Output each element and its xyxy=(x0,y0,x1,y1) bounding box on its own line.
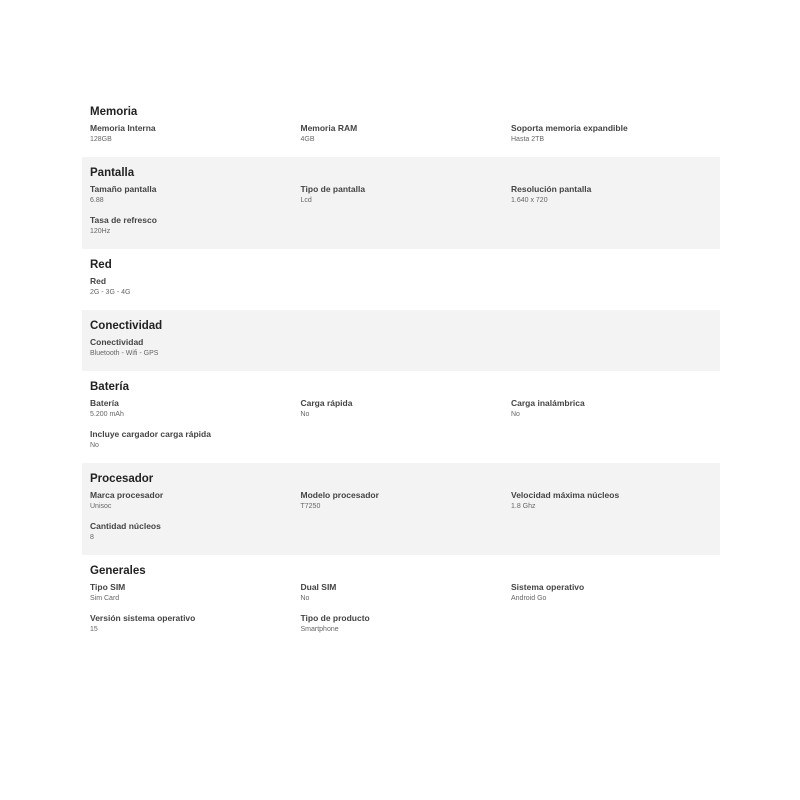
spec-item xyxy=(511,489,711,520)
spec-item xyxy=(511,183,711,214)
section-conectividad xyxy=(82,310,720,371)
spec-value: 15 xyxy=(90,626,98,633)
spec-value: No xyxy=(90,442,99,449)
spec-label: Cantidad núcleos xyxy=(90,521,161,531)
section-title: Red xyxy=(90,259,112,271)
specifications-list xyxy=(82,96,720,647)
spec-value: 120Hz xyxy=(90,228,111,235)
spec-value: Lcd xyxy=(300,197,312,204)
spec-item xyxy=(90,122,301,153)
spec-value: Sim Card xyxy=(90,595,120,602)
spec-value: Unisoc xyxy=(90,503,112,510)
section-title: Procesador xyxy=(90,473,154,485)
spec-label: Versión sistema operativo xyxy=(90,613,196,623)
spec-value: No xyxy=(300,595,310,602)
spec-label: Velocidad máxima núcleos xyxy=(511,490,620,500)
section-title: Pantalla xyxy=(90,167,135,179)
spec-label: Tipo de producto xyxy=(300,613,370,623)
spec-item xyxy=(90,612,301,643)
spec-value: 1.8 Ghz xyxy=(511,503,536,510)
spec-item xyxy=(90,581,301,612)
spec-item xyxy=(511,397,711,428)
spec-label: Tipo SIM xyxy=(90,582,126,592)
spec-value: 2G - 3G - 4G xyxy=(90,289,131,296)
spec-item xyxy=(90,397,301,428)
spec-item xyxy=(90,214,301,245)
spec-item xyxy=(90,520,301,551)
spec-item xyxy=(301,612,512,643)
spec-label: Batería xyxy=(90,398,119,408)
spec-label: Tamaño pantalla xyxy=(90,184,157,194)
spec-label: Dual SIM xyxy=(300,582,337,592)
spec-value: T7250 xyxy=(300,503,321,510)
spec-value: 8 xyxy=(90,534,94,541)
spec-label: Carga inalámbrica xyxy=(511,398,585,408)
spec-value: No xyxy=(300,411,310,418)
spec-label: Marca procesador xyxy=(90,490,164,500)
spec-value: Hasta 2TB xyxy=(511,136,545,143)
spec-value: 6.88 xyxy=(90,197,104,204)
spec-value: 4GB xyxy=(300,136,315,143)
spec-value: 128GB xyxy=(90,136,112,143)
spec-item xyxy=(301,122,512,153)
section-title: Batería xyxy=(90,381,129,393)
spec-item xyxy=(301,183,512,214)
spec-label: Tasa de refresco xyxy=(90,215,157,225)
spec-item xyxy=(511,122,711,153)
section-title: Generales xyxy=(90,565,146,577)
spec-value: No xyxy=(511,411,520,418)
spec-label: Sistema operativo xyxy=(511,582,585,592)
spec-label: Tipo de pantalla xyxy=(300,184,366,194)
spec-label: Soporta memoria expandible xyxy=(511,123,628,133)
spec-item xyxy=(301,397,512,428)
spec-label: Modelo procesador xyxy=(300,490,379,500)
spec-item xyxy=(90,489,301,520)
spec-item xyxy=(90,183,301,214)
spec-value: Bluetooth - Wifi - GPS xyxy=(90,350,159,357)
section-memoria xyxy=(82,96,720,157)
section-bateria xyxy=(82,371,720,463)
section-title: Memoria xyxy=(90,106,138,118)
spec-value: Android Go xyxy=(511,595,547,602)
spec-label: Conectividad xyxy=(90,337,144,347)
spec-label: Memoria RAM xyxy=(300,123,358,133)
section-generales xyxy=(82,555,720,647)
section-red xyxy=(82,249,720,310)
spec-value: 5.200 mAh xyxy=(90,411,124,418)
spec-item xyxy=(90,428,301,459)
section-pantalla xyxy=(82,157,720,249)
spec-value: 1.640 x 720 xyxy=(511,197,548,204)
spec-item xyxy=(511,581,711,612)
spec-label: Red xyxy=(90,276,107,286)
spec-label: Resolución pantalla xyxy=(511,184,592,194)
spec-item xyxy=(301,581,512,612)
spec-value: Smartphone xyxy=(300,626,339,633)
spec-item xyxy=(90,336,301,367)
spec-label: Carga rápida xyxy=(300,398,353,408)
spec-item xyxy=(90,275,301,306)
section-procesador xyxy=(82,463,720,555)
spec-item xyxy=(301,489,512,520)
spec-label: Memoria Interna xyxy=(90,123,156,133)
section-title: Conectividad xyxy=(90,320,163,332)
spec-label: Incluye cargador carga rápida xyxy=(90,429,211,439)
